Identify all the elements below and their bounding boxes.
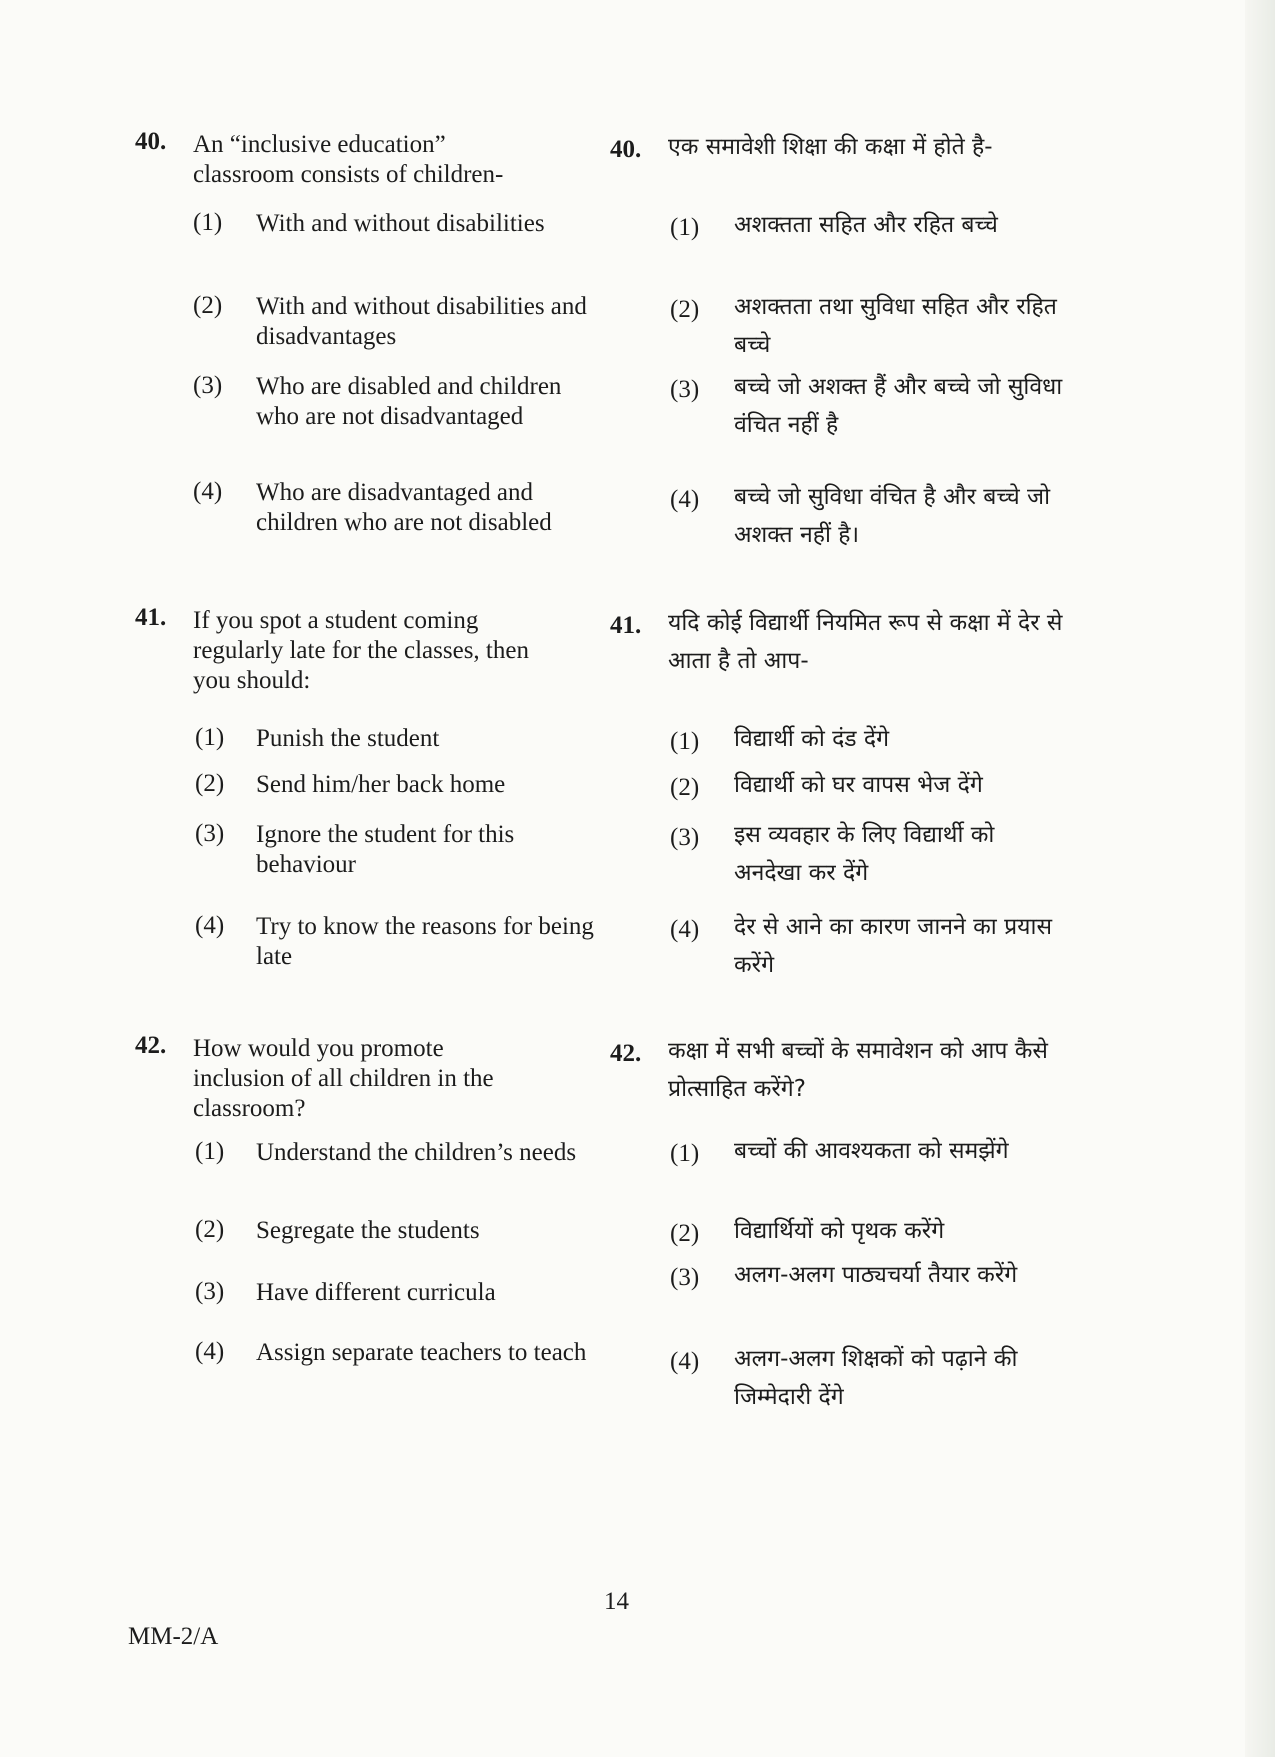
option-text-en: Have different curricula: [256, 1279, 496, 1306]
option-text-en: With and without disabilities: [256, 210, 545, 237]
option-label-hi: (4): [670, 1348, 700, 1375]
option-label-en: (4): [193, 478, 223, 505]
option-text-en: Segregate the students: [256, 1217, 480, 1244]
option-label-hi: (1): [670, 214, 700, 241]
option-label-hi: (2): [670, 296, 700, 323]
option-text-hi: विद्यार्थी को दंड देंगे: [734, 726, 890, 752]
option-label-en: (1): [195, 724, 225, 751]
question-text-hi: एक समावेशी शिक्षा की कक्षा में होते है-: [668, 134, 993, 160]
option-label-en: (2): [193, 292, 223, 319]
option-text-en: Who are disabled and children who are not disadvantaged: [256, 373, 562, 430]
option-label-en: (3): [193, 372, 223, 399]
option-text-hi: विद्यार्थी को घर वापस भेज देंगे: [734, 772, 983, 798]
option-label-en: (2): [195, 1216, 225, 1243]
question-text-en: If you spot a student coming regularly late for the classes, then you should:: [193, 607, 529, 694]
option-label-hi: (4): [670, 916, 700, 943]
question-number-hi: 41.: [610, 612, 642, 639]
option-text-hi: बच्चे जो अशक्त हैं और बच्चे जो सुविधा वंचित नहीं है: [734, 374, 1063, 438]
page-number: 14: [604, 1588, 629, 1615]
option-label-hi: (3): [670, 376, 700, 403]
option-text-hi: बच्चे जो सुविधा वंचित है और बच्चे जो अशक्त नहीं है।: [734, 484, 1051, 548]
option-text-en: Understand the children’s needs: [256, 1139, 577, 1166]
option-label-en: (3): [195, 820, 225, 847]
paper-code: MM-2/A: [128, 1623, 219, 1650]
question-text-hi: यदि कोई विद्यार्थी नियमित रूप से कक्षा में देर से आता है तो आप-: [668, 610, 1063, 674]
scan-edge: [1245, 0, 1275, 1757]
option-label-en: (4): [195, 912, 225, 939]
option-label-hi: (3): [670, 1264, 700, 1291]
option-label-en: (1): [195, 1138, 225, 1165]
option-text-hi: अलग-अलग शिक्षकों को पढ़ाने की जिम्मेदारी देंगे: [734, 1346, 1018, 1410]
option-label-hi: (1): [670, 1140, 700, 1167]
option-label-en: (2): [195, 770, 225, 797]
option-text-en: Ignore the student for this behaviour: [256, 821, 515, 878]
option-label-en: (1): [193, 209, 223, 236]
option-text-hi: बच्चों की आवश्यकता को समझेंगे: [734, 1138, 1009, 1164]
option-text-en: Assign separate teachers to teach: [256, 1339, 587, 1366]
question-text-hi: कक्षा में सभी बच्चों के समावेशन को आप कैसे प्रोत्साहित करेंगे?: [668, 1038, 1048, 1102]
option-text-en: With and without disabilities and disadvantages: [256, 293, 587, 350]
option-text-hi: अलग-अलग पाठ्यचर्या तैयार करेंगे: [734, 1262, 1018, 1288]
question-number-en: 42.: [135, 1032, 167, 1059]
question-number-hi: 40.: [610, 136, 642, 163]
option-text-hi: विद्यार्थियों को पृथक करेंगे: [734, 1218, 945, 1244]
option-label-hi: (2): [670, 1220, 700, 1247]
option-text-en: Who are disadvantaged and children who are not disabled: [256, 479, 552, 536]
option-label-hi: (1): [670, 728, 700, 755]
option-text-hi: अशक्तता सहित और रहित बच्चे: [734, 212, 998, 238]
option-label-en: (4): [195, 1338, 225, 1365]
question-number-en: 40.: [135, 128, 167, 155]
option-text-en: Try to know the reasons for being late: [256, 913, 594, 970]
option-label-hi: (4): [670, 486, 700, 513]
option-label-hi: (2): [670, 774, 700, 801]
option-text-hi: अशक्तता तथा सुविधा सहित और रहित बच्चे: [734, 294, 1057, 358]
option-text-hi: देर से आने का कारण जानने का प्रयास करेंगे: [734, 914, 1053, 978]
question-number-hi: 42.: [610, 1040, 642, 1067]
option-text-en: Punish the student: [256, 725, 440, 752]
option-text-hi: इस व्यवहार के लिए विद्यार्थी को अनदेखा कर देंगे: [734, 822, 995, 886]
question-number-en: 41.: [135, 604, 167, 631]
option-label-en: (3): [195, 1278, 225, 1305]
option-label-hi: (3): [670, 824, 700, 851]
question-text-en: An “inclusive education” classroom consists of children-: [193, 131, 504, 188]
question-text-en: How would you promote inclusion of all children in the classroom?: [193, 1035, 494, 1122]
option-text-en: Send him/her back home: [256, 771, 506, 798]
